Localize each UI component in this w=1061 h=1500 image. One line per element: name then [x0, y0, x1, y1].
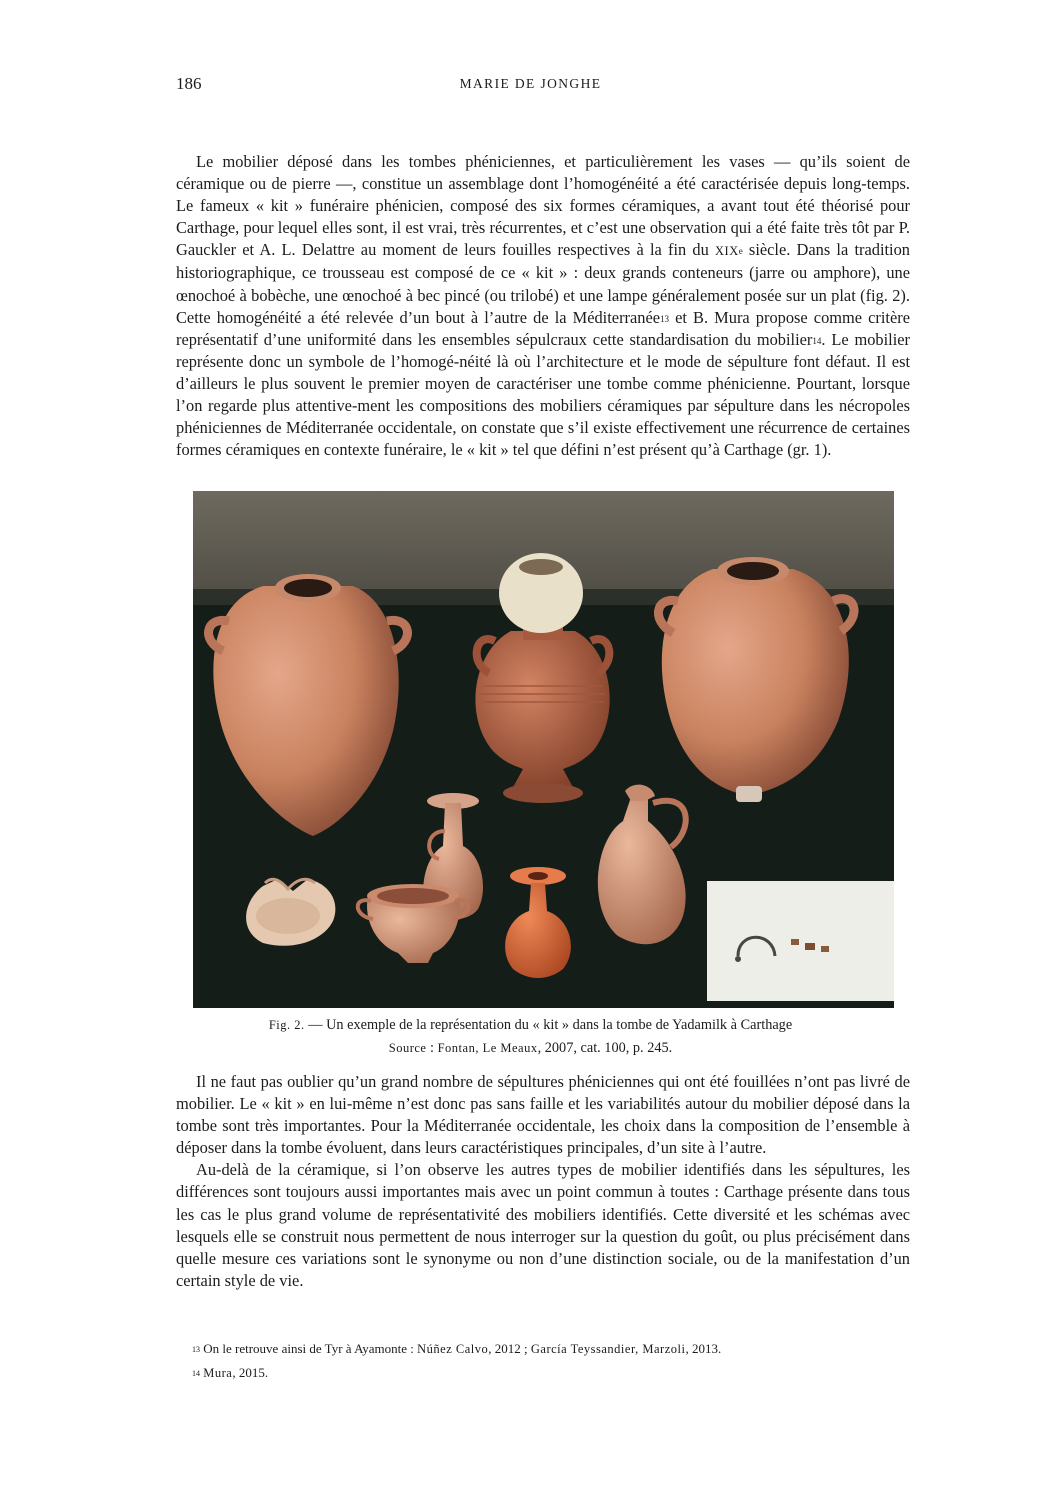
- figure-source: Source : Fontan, Le Meaux, 2007, cat. 100, p. 245.: [388, 1040, 673, 1056]
- footnote-14: $^{14}$ Mura, 2015.: [192, 1365, 269, 1380]
- body-paragraph-1: Le mobilier déposé dans les tombes phéniciennes, et particulièrement les vases — qu’ils soient de céramique ou de pierre —, constitue un assemblage dont l’homogénéité a été caractérisée depuis long-temps. Le fameux « kit » funéraire phénicien, composé des six formes céramiques, a avant tout été théorisé pour Carthage, pour lequel elles sont, il est vrai, très récurrentes, et c’est une observation qui a été faite très tôt par P. Gauckler et A. L. Delattre au moment de leurs fouilles respectives à la fin du XIXe siècle. Dans la tradition historiographique, ce trousseau est composé de ce « kit » : deux grands conteneurs (jarre ou amphore), une œnochoé à bobèche, une œnochoé à bec pincé (ou trilobé) et une lampe généralement posée sur un plat (fig. 2). Cette homogénéité a été relevée d’un bout à l’autre de la Méditerranée$^{13}$ et B. Mura propose comme critère représentatif d’une uniformité dans les ensembles sépulcraux cette standardisation du mobilier$^{14}$. Le mobilier représente donc un symbole de l’homogé-néité là où l’architecture et le mode de sépulture font défaut. Il est d’ailleurs le plus souvent le premier moyen de caractériser une tombe comme phénicienne. Pourtant, lorsque l’on regarde plus attentive-ment les compositions des mobiliers céramiques par sépulture dans les nécropoles phéniciennes de Méditerranée occidentale, on constate que s’il existe effectivement une récurrence de certaines formes céramiques en contexte funéraire, le « kit » tel que défini n’est présent qu’à Carthage (gr. 1).: [176, 152, 910, 460]
- body-paragraphs-after-figure: [176, 1071, 910, 1292]
- page-number: 186: [176, 74, 202, 93]
- pottery-photo-illustration: [193, 491, 894, 1008]
- label-card: [707, 881, 894, 1001]
- figure-caption: Fig. 2. — Un exemple de la représentation du « kit » dans la tombe de Yadamilk à Carthage: [268, 1017, 793, 1033]
- running-head: MARIE DE JONGHE: [459, 76, 602, 91]
- footnote-ref-14[interactable]: 14: [812, 335, 822, 346]
- footnotes: [192, 1337, 721, 1385]
- footnote-13: $^{13}$ On le retrouve ainsi de Tyr à Ayamonte : Núñez Calvo, 2012 ; García Teyssandier, Marzoli, 2013.: [192, 1341, 722, 1356]
- body-paragraph-2: Il ne faut pas oublier qu’un grand nombre de sépultures phéniciennes qui ont été fouillées n’ont pas livré de mobilier. Le « kit » en lui-même n’est donc pas sans faille et les variabilités autour du mobilier déposé dans la tombe sont très importantes. Pour la Méditerranée occidentale, les choix dans la composition de l’ensemble à déposer dans la tombe évoluent, dans leurs caractéristiques principales, d’un site à l’autre.: [176, 1072, 910, 1158]
- century-numeral: XIX: [715, 244, 739, 259]
- footnote-ref-13[interactable]: 13: [660, 313, 669, 324]
- figure-label: Fig. 2.: [268, 1018, 305, 1032]
- body-paragraph-3: Au-delà de la céramique, si l’on observe les autres types de mobilier identifiés dans les sépultures, les différences sont toujours aussi importantes mais avec un point commun à toutes : Carthage présente dans tous les cas le plus grand volume de représentativité des mobiliers identifiés. Cette diversité et les schémas avec lesquels elle se construit nous permettent de nous interroger sur la question du goût, ou plus précisément dans quelle mesure ces variations sont le synonyme ou non d’une distinction sociale, ou de la manifestation d’un certain style de vie.: [176, 1160, 910, 1290]
- figure-photo: [193, 491, 894, 1008]
